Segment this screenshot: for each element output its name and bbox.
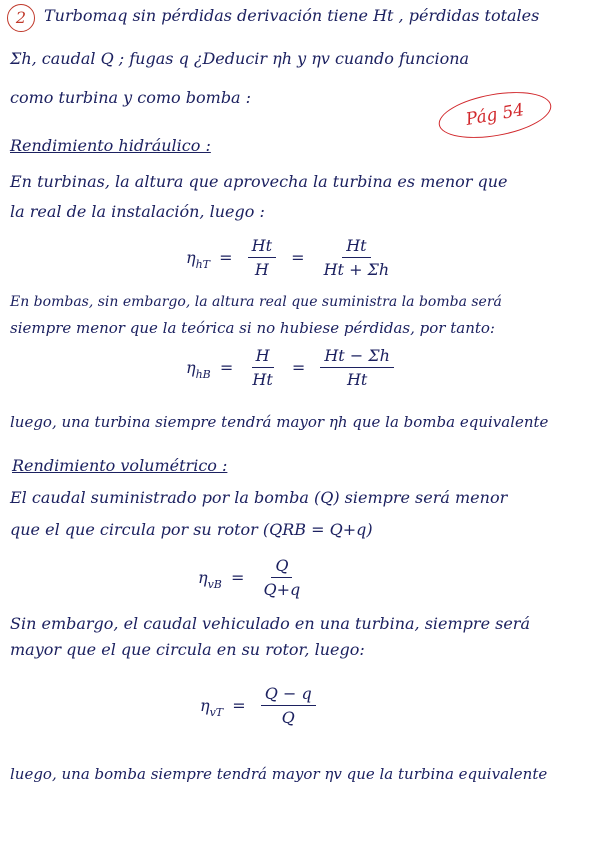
- hydraulic-pump-text-line-1: En bombas, sin embargo, la altura real que suministra la bomba será: [10, 294, 502, 310]
- volumetric-pump-text-line-1: El caudal suministrado por la bomba (Q) siempre será menor: [10, 488, 508, 507]
- problem-statement-line-2: Σh, caudal Q ; fugas q ¿Deducir ηh y ηv cuando funciona: [10, 49, 470, 68]
- volumetric-turbine-text-line-1: Sin embargo, el caudal vehiculado en una turbina, siempre será: [10, 614, 530, 633]
- formula-hydraulic-pump: $\eta_{hB}$ = $\frac{H}{Ht}$ = $\frac{Ht - \Sigma h}{Ht}$: [186, 346, 400, 389]
- formula-lhs: $\eta_{hT}$: [186, 248, 211, 271]
- formula-volumetric-pump: $\eta_{vB}$ = $\frac{Q}{Q+q}$: [198, 556, 310, 599]
- formula-lhs: $\eta_{vB}$: [198, 568, 222, 591]
- hydraulic-efficiency-heading: Rendimiento hidráulico :: [10, 136, 211, 155]
- hydraulic-conclusion: luego, una turbina siempre tendrá mayor ηh que la bomba equivalente: [10, 413, 549, 431]
- fraction: $\frac{Q}{Q+q}$: [263, 556, 301, 599]
- problem-statement-line-3: como turbina y como bomba :: [10, 88, 252, 107]
- fraction: $\frac{Ht}{H}$: [248, 236, 276, 279]
- fraction: $\frac{Ht}{Ht + \Sigma h}$: [323, 236, 390, 279]
- problem-statement-line-1: Turbomaq sin pérdidas derivación tiene Ht , pérdidas totales: [44, 6, 540, 25]
- hydraulic-turbine-text-line-2: la real de la instalación, luego :: [10, 202, 265, 221]
- formula-hydraulic-turbine: $\eta_{hT}$ = $\frac{Ht}{H}$ = $\frac{Ht}{Ht + \Sigma h}$: [186, 236, 399, 279]
- formula-lhs: $\eta_{vT}$: [200, 696, 224, 719]
- fraction: $\frac{Ht - \Sigma h}{Ht}$: [320, 346, 394, 389]
- hydraulic-turbine-text-line-1: En turbinas, la altura que aprovecha la turbina es menor que: [10, 172, 508, 191]
- volumetric-pump-text-line-2: que el que circula por su rotor (QRB = Q+q): [10, 520, 373, 539]
- formula-lhs: $\eta_{hB}$: [186, 358, 211, 381]
- problem-number-badge: 2: [7, 4, 35, 32]
- page-reference-annotation: Pág 54: [435, 84, 555, 145]
- formula-volumetric-turbine: $\eta_{vT}$ = $\frac{Q - q}{Q}$: [200, 684, 322, 727]
- fraction: $\frac{H}{Ht}$: [252, 346, 273, 389]
- volumetric-efficiency-heading: Rendimiento volumétrico :: [12, 456, 228, 475]
- fraction: $\frac{Q - q}{Q}$: [261, 684, 316, 727]
- volumetric-turbine-text-line-2: mayor que el que circula en su rotor, luego:: [10, 640, 365, 659]
- volumetric-conclusion: luego, una bomba siempre tendrá mayor ηv que la turbina equivalente: [10, 765, 548, 783]
- hydraulic-pump-text-line-2: siempre menor que la teórica si no hubiese pérdidas, por tanto:: [10, 319, 495, 337]
